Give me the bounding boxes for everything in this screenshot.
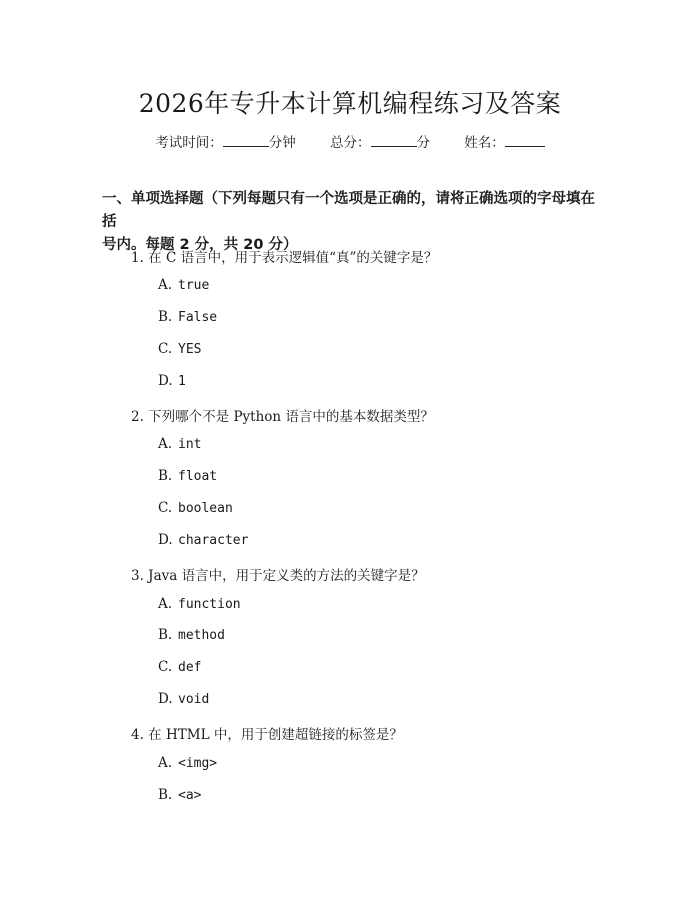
name-field [464, 131, 545, 151]
score-field [330, 131, 430, 151]
time-unit: 分钟 [268, 135, 296, 151]
option-3c[interactable]: C. def [158, 659, 202, 675]
option-4a[interactable]: A. <img> [158, 755, 218, 771]
option-2d[interactable]: D. character [158, 532, 249, 548]
question-1: 1. 在 C 语言中，用于表示逻辑值“真”的关键字是？ [131, 250, 438, 266]
score-label: 总分： [330, 135, 371, 151]
option-1d[interactable]: D. 1 [158, 373, 186, 389]
page-title: 2026年专升本计算机编程练习及答案 [138, 89, 562, 118]
time-field [155, 131, 296, 151]
name-label: 姓名： [464, 135, 505, 151]
section-heading-line1: 一、单项选择题（下列每题只有一个选项是正确的，请将正确选项的字母填在括 [102, 191, 595, 230]
option-2a[interactable]: A. int [158, 436, 202, 452]
option-2c[interactable]: C. boolean [158, 500, 233, 516]
question-3: 3. Java 语言中，用于定义类的方法的关键字是？ [131, 568, 425, 584]
time-label: 考试时间： [155, 135, 223, 151]
score-unit: 分 [416, 135, 430, 151]
time-blank[interactable] [223, 133, 269, 147]
name-blank[interactable] [505, 133, 545, 147]
option-3a[interactable]: A. function [158, 596, 241, 612]
option-4b[interactable]: B. <a> [158, 787, 202, 803]
question-4: 4. 在 HTML 中，用于创建超链接的标签是？ [131, 727, 403, 743]
question-2: 2. 下列哪个不是 Python 语言中的基本数据类型？ [131, 409, 434, 425]
option-3b[interactable]: B. method [158, 627, 225, 643]
option-2b[interactable]: B. float [158, 468, 218, 484]
exam-meta [0, 131, 700, 151]
section-heading-line2: 号内。每题 2 分，共 20 分） [102, 237, 298, 253]
score-blank[interactable] [371, 133, 417, 147]
option-3d[interactable]: D. void [158, 691, 210, 707]
option-1b[interactable]: B. False [158, 309, 218, 325]
option-1a[interactable]: A. true [158, 277, 210, 293]
option-1c[interactable]: C. YES [158, 341, 202, 357]
